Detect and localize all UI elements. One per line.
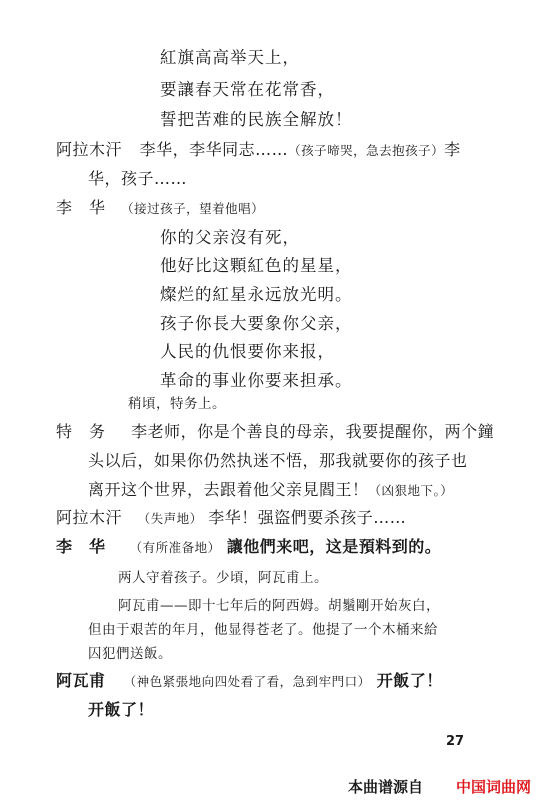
stage-direction: （失声地） [137,511,203,526]
page-number: 27 [446,734,465,749]
dialogue-text: 李 [444,140,461,159]
verse2-line-3: 燦烂的紅星永远放光明。 [160,285,353,304]
speaker-name: 阿拉木汗 [56,508,123,527]
verse2-line-4: 孩子你長大要象你父亲， [160,314,353,333]
dialogue-1-line-2: 华，孩子…… [88,169,188,188]
dialogue-text: 讓他們来吧，这是預料到的。 [226,537,442,556]
stage-direction-3-line-2: 但由于艰苦的年月，他显得苍老了。他提了一个木桶来給 [88,622,438,638]
dialogue-3-line-3 [88,477,453,500]
stage-direction-1: 稍頃，特务上。 [128,396,226,412]
stage-direction: （神色紧張地向四处看了看，急到牢門口） [123,674,371,689]
speaker-name: 阿拉木汗 [56,140,123,159]
dialogue-6-line-1 [56,668,443,691]
stage-direction: （孩子啼哭，急去抱孩子） [288,143,445,158]
stage-direction-3-line-1: 阿瓦甫——即十七年后的阿西姆。胡鬚剛开始灰白， [118,598,440,614]
speaker-name: 阿瓦甫 [56,671,106,690]
dialogue-3-line-1 [56,419,494,442]
dialogue-2 [56,195,264,218]
dialogue-3-line-2: 头以后，如果你仍然执迷不悟，那我就要你的孩子也 [88,451,468,470]
speaker-name: 李 华 [56,198,106,217]
verse1-line-2: 要讓春天常在花常香， [160,80,335,99]
footer-site-name[interactable]: 中国词曲网 [456,778,532,796]
verse1-line-1: 紅旗高高举天上， [160,48,300,67]
dialogue-text: 李华，李华同志…… [139,140,289,159]
footer-source-label: 本曲谱源自 [348,778,424,796]
dialogue-text: 开飯了！ [376,671,443,690]
stage-direction-3-line-3: 囚犯們送飯。 [88,646,172,662]
dialogue-text: 李华！强盜們要杀孩子…… [208,508,407,527]
verse2-line-6: 革命的事业你要来担承。 [160,371,353,390]
dialogue-4 [56,505,406,528]
speaker-name: 李 华 [56,537,106,556]
verse2-line-5: 人民的仇恨要你来报， [160,342,335,361]
dialogue-6-line-2: 开飯了！ [88,700,155,719]
dialogue-text: 李老师，你是个善良的母亲，我要提醒你，两个鐘 [131,422,495,441]
speaker-name: 特 务 [56,422,106,441]
dialogue-5 [56,534,441,557]
stage-direction: （接过孩子，望着他唱） [121,201,265,216]
verse2-line-1: 你的父亲沒有死， [160,228,300,247]
stage-direction: （凶狠地下。） [368,483,454,498]
stage-direction: （有所准备地） [129,540,221,555]
verse1-line-3: 誓把苦难的民族全解放！ [160,110,353,129]
stage-direction-2: 两人守着孩子。少頃，阿瓦甫上。 [118,570,328,586]
dialogue-text: 离开这个世界，去跟着他父亲見閻王！ [88,480,369,499]
verse2-line-2: 他好比这顆紅色的星星， [160,256,353,275]
dialogue-1-line-1 [56,137,461,160]
